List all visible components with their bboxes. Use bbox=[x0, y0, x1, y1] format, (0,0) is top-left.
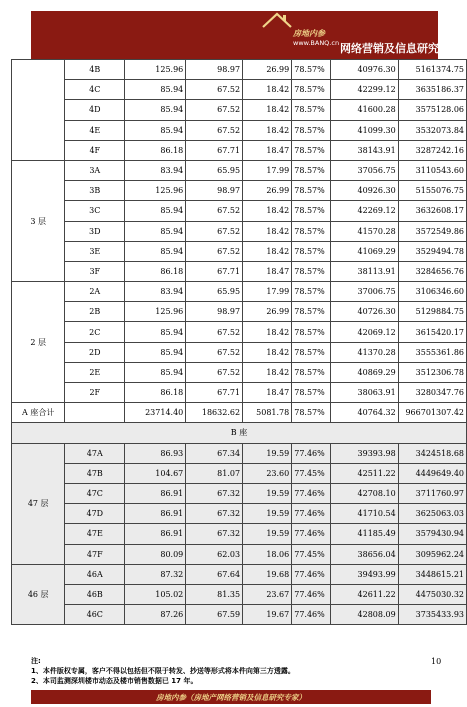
table-row bbox=[12, 463, 467, 483]
area-shared-cell: 18.42 bbox=[243, 362, 292, 382]
area-inner-cell: 65.95 bbox=[186, 282, 243, 302]
rate-cell: 78.57% bbox=[292, 403, 331, 423]
rate-cell: 77.46% bbox=[292, 605, 331, 625]
area-shared-cell: 5081.78 bbox=[243, 403, 292, 423]
area-total-cell: 86.93 bbox=[125, 443, 186, 463]
area-total-cell: 86.18 bbox=[125, 140, 186, 160]
floor-label: 47 层 bbox=[12, 443, 65, 564]
area-inner-cell: 98.97 bbox=[186, 181, 243, 201]
table-row bbox=[12, 383, 467, 403]
total-price-cell: 3711760.97 bbox=[398, 483, 466, 503]
rate-cell: 77.46% bbox=[292, 524, 331, 544]
unit-price-cell: 41600.28 bbox=[330, 100, 398, 120]
total-price-cell: 5129884.75 bbox=[398, 302, 466, 322]
unit-cell: 47E bbox=[65, 524, 125, 544]
table-row bbox=[12, 302, 467, 322]
area-inner-cell: 67.71 bbox=[186, 140, 243, 160]
unit-cell: 3B bbox=[65, 181, 125, 201]
table-row bbox=[12, 282, 467, 302]
total-price-cell: 3284656.76 bbox=[398, 261, 466, 281]
unit-price-cell: 42269.12 bbox=[330, 201, 398, 221]
area-total-cell: 125.96 bbox=[125, 302, 186, 322]
area-inner-cell: 67.52 bbox=[186, 120, 243, 140]
unit-price-cell: 41069.29 bbox=[330, 241, 398, 261]
area-shared-cell: 19.59 bbox=[243, 443, 292, 463]
table-row bbox=[12, 443, 467, 463]
unit-price-cell: 40764.32 bbox=[330, 403, 398, 423]
unit-cell: 3F bbox=[65, 261, 125, 281]
unit-cell: 4D bbox=[65, 100, 125, 120]
table-row bbox=[12, 261, 467, 281]
rate-cell: 78.57% bbox=[292, 100, 331, 120]
area-shared-cell: 26.99 bbox=[243, 181, 292, 201]
total-price-cell: 3735433.93 bbox=[398, 605, 466, 625]
area-inner-cell: 67.32 bbox=[186, 483, 243, 503]
area-shared-cell: 19.59 bbox=[243, 504, 292, 524]
unit-price-cell: 39393.98 bbox=[330, 443, 398, 463]
rate-cell: 78.57% bbox=[292, 80, 331, 100]
unit-price-cell: 40926.30 bbox=[330, 181, 398, 201]
table-row bbox=[12, 80, 467, 100]
area-inner-cell: 67.52 bbox=[186, 221, 243, 241]
area-total-cell: 125.96 bbox=[125, 181, 186, 201]
area-inner-cell: 67.59 bbox=[186, 605, 243, 625]
total-price-cell: 3448615.21 bbox=[398, 564, 466, 584]
area-total-cell: 85.94 bbox=[125, 120, 186, 140]
unit-cell: 3D bbox=[65, 221, 125, 241]
unit-cell: 47C bbox=[65, 483, 125, 503]
total-price-cell: 5155076.75 bbox=[398, 181, 466, 201]
rate-cell: 78.57% bbox=[292, 261, 331, 281]
area-shared-cell: 23.60 bbox=[243, 463, 292, 483]
area-shared-cell: 23.67 bbox=[243, 584, 292, 604]
table-row bbox=[12, 100, 467, 120]
total-price-cell: 3095962.24 bbox=[398, 544, 466, 564]
rate-cell: 77.46% bbox=[292, 443, 331, 463]
unit-cell: 2E bbox=[65, 362, 125, 382]
table-row bbox=[12, 120, 467, 140]
floor-label bbox=[12, 60, 65, 161]
total-price-cell: 5161374.75 bbox=[398, 60, 466, 80]
total-price-cell: 3615420.17 bbox=[398, 322, 466, 342]
area-inner-cell: 98.97 bbox=[186, 302, 243, 322]
total-price-cell: 3529494.78 bbox=[398, 241, 466, 261]
area-shared-cell: 18.06 bbox=[243, 544, 292, 564]
rate-cell: 77.46% bbox=[292, 564, 331, 584]
notes-line-2: 2、本司监测深圳楼市动态及楼市销售数据已 17 年。 bbox=[31, 677, 198, 685]
floor-label: 2 层 bbox=[12, 282, 65, 403]
unit-cell: 4E bbox=[65, 120, 125, 140]
total-price-cell: 3532073.84 bbox=[398, 120, 466, 140]
area-shared-cell: 26.99 bbox=[243, 302, 292, 322]
unit-price-cell: 38063.91 bbox=[330, 383, 398, 403]
unit-cell: 46A bbox=[65, 564, 125, 584]
total-label: A 座合计 bbox=[12, 403, 65, 423]
table-row bbox=[12, 201, 467, 221]
floor-label: 3 层 bbox=[12, 160, 65, 281]
rate-cell: 77.46% bbox=[292, 504, 331, 524]
total-price-cell: 3635186.37 bbox=[398, 80, 466, 100]
total-price-cell: 3625063.03 bbox=[398, 504, 466, 524]
table-row bbox=[12, 241, 467, 261]
unit-price-cell: 42299.12 bbox=[330, 80, 398, 100]
rate-cell: 78.57% bbox=[292, 60, 331, 80]
table-row bbox=[12, 564, 467, 584]
area-shared-cell: 18.42 bbox=[243, 120, 292, 140]
unit-price-cell: 40726.30 bbox=[330, 302, 398, 322]
unit-cell: 3A bbox=[65, 160, 125, 180]
area-inner-cell: 67.32 bbox=[186, 524, 243, 544]
unit-price-cell: 42511.22 bbox=[330, 463, 398, 483]
area-shared-cell: 17.99 bbox=[243, 282, 292, 302]
rate-cell: 78.57% bbox=[292, 282, 331, 302]
unit-cell: 4B bbox=[65, 60, 125, 80]
unit-cell: 47A bbox=[65, 443, 125, 463]
total-price-cell: 3106346.60 bbox=[398, 282, 466, 302]
area-inner-cell: 98.97 bbox=[186, 60, 243, 80]
price-table bbox=[11, 59, 467, 625]
unit-cell: 47F bbox=[65, 544, 125, 564]
table-row bbox=[12, 362, 467, 382]
area-shared-cell: 17.99 bbox=[243, 160, 292, 180]
total-price-cell: 3512306.78 bbox=[398, 362, 466, 382]
table-row bbox=[12, 342, 467, 362]
unit-price-cell: 42808.09 bbox=[330, 605, 398, 625]
table-row bbox=[12, 160, 467, 180]
rate-cell: 78.57% bbox=[292, 383, 331, 403]
area-total-cell: 85.94 bbox=[125, 241, 186, 261]
total-price-cell: 3424518.68 bbox=[398, 443, 466, 463]
unit-cell: 3E bbox=[65, 241, 125, 261]
area-total-cell: 83.94 bbox=[125, 282, 186, 302]
empty-cell bbox=[65, 403, 125, 423]
unit-price-cell: 37056.75 bbox=[330, 160, 398, 180]
footer-text: 房地内参（房地产网络营销及信息研究专家） bbox=[156, 693, 306, 702]
rate-cell: 78.57% bbox=[292, 302, 331, 322]
area-total-cell: 87.32 bbox=[125, 564, 186, 584]
rate-cell: 77.45% bbox=[292, 463, 331, 483]
rate-cell: 77.46% bbox=[292, 584, 331, 604]
logo-url: www.BANQ.cn bbox=[293, 39, 340, 47]
rate-cell: 78.57% bbox=[292, 160, 331, 180]
total-price-cell: 4449649.40 bbox=[398, 463, 466, 483]
area-total-cell: 85.94 bbox=[125, 201, 186, 221]
area-inner-cell: 65.95 bbox=[186, 160, 243, 180]
house-logo-icon bbox=[261, 11, 293, 37]
unit-cell: 46B bbox=[65, 584, 125, 604]
table-row bbox=[12, 181, 467, 201]
area-inner-cell: 67.52 bbox=[186, 342, 243, 362]
page-number: 10 bbox=[431, 657, 442, 666]
rate-cell: 78.57% bbox=[292, 362, 331, 382]
unit-cell: 2B bbox=[65, 302, 125, 322]
unit-price-cell: 40976.30 bbox=[330, 60, 398, 80]
area-inner-cell: 67.52 bbox=[186, 241, 243, 261]
unit-price-cell: 41185.49 bbox=[330, 524, 398, 544]
area-inner-cell: 67.52 bbox=[186, 100, 243, 120]
area-shared-cell: 19.68 bbox=[243, 564, 292, 584]
unit-price-cell: 39493.99 bbox=[330, 564, 398, 584]
table-row bbox=[12, 504, 467, 524]
area-total-cell: 23714.40 bbox=[125, 403, 186, 423]
unit-price-cell: 42708.10 bbox=[330, 483, 398, 503]
area-shared-cell: 18.42 bbox=[243, 322, 292, 342]
total-price-cell: 966701307.42 bbox=[398, 403, 466, 423]
table-row bbox=[12, 483, 467, 503]
unit-price-cell: 41570.28 bbox=[330, 221, 398, 241]
area-total-cell: 87.26 bbox=[125, 605, 186, 625]
area-total-cell: 85.94 bbox=[125, 322, 186, 342]
unit-cell: 4C bbox=[65, 80, 125, 100]
table-row bbox=[12, 322, 467, 342]
area-shared-cell: 26.99 bbox=[243, 60, 292, 80]
area-total-cell: 85.94 bbox=[125, 221, 186, 241]
unit-cell: 47B bbox=[65, 463, 125, 483]
unit-cell: 4F bbox=[65, 140, 125, 160]
unit-price-cell: 41370.28 bbox=[330, 342, 398, 362]
area-total-cell: 85.94 bbox=[125, 362, 186, 382]
area-shared-cell: 19.59 bbox=[243, 524, 292, 544]
rate-cell: 78.57% bbox=[292, 322, 331, 342]
org-title: 网络营销及信息研究专家 bbox=[340, 42, 461, 55]
header-banner bbox=[31, 11, 461, 59]
rate-cell: 78.57% bbox=[292, 221, 331, 241]
rate-cell: 78.57% bbox=[292, 201, 331, 221]
area-inner-cell: 67.52 bbox=[186, 362, 243, 382]
area-total-cell: 80.09 bbox=[125, 544, 186, 564]
unit-price-cell: 42069.12 bbox=[330, 322, 398, 342]
total-price-cell: 3110543.60 bbox=[398, 160, 466, 180]
rate-cell: 78.57% bbox=[292, 241, 331, 261]
table-row bbox=[12, 140, 467, 160]
area-total-cell: 85.94 bbox=[125, 100, 186, 120]
footer-bar bbox=[31, 690, 431, 704]
rate-cell: 78.57% bbox=[292, 140, 331, 160]
total-row bbox=[12, 403, 467, 423]
area-inner-cell: 67.34 bbox=[186, 443, 243, 463]
table-row bbox=[12, 605, 467, 625]
area-total-cell: 86.91 bbox=[125, 504, 186, 524]
total-price-cell: 3555361.86 bbox=[398, 342, 466, 362]
unit-cell: 2A bbox=[65, 282, 125, 302]
area-total-cell: 86.91 bbox=[125, 524, 186, 544]
area-shared-cell: 18.47 bbox=[243, 383, 292, 403]
area-total-cell: 83.94 bbox=[125, 160, 186, 180]
area-total-cell: 125.96 bbox=[125, 60, 186, 80]
notes-heading: 注: bbox=[31, 657, 41, 665]
unit-price-cell: 38656.04 bbox=[330, 544, 398, 564]
total-price-cell: 3287242.16 bbox=[398, 140, 466, 160]
section-label: B 座 bbox=[12, 423, 467, 443]
area-inner-cell: 67.71 bbox=[186, 261, 243, 281]
area-shared-cell: 18.42 bbox=[243, 80, 292, 100]
total-price-cell: 3575128.06 bbox=[398, 100, 466, 120]
area-inner-cell: 81.35 bbox=[186, 584, 243, 604]
area-inner-cell: 67.52 bbox=[186, 201, 243, 221]
area-inner-cell: 18632.62 bbox=[186, 403, 243, 423]
area-total-cell: 86.18 bbox=[125, 261, 186, 281]
area-shared-cell: 18.42 bbox=[243, 100, 292, 120]
area-inner-cell: 67.52 bbox=[186, 322, 243, 342]
area-total-cell: 86.18 bbox=[125, 383, 186, 403]
logo-text: 房地内参 bbox=[293, 28, 325, 38]
area-shared-cell: 18.42 bbox=[243, 342, 292, 362]
total-price-cell: 3572549.86 bbox=[398, 221, 466, 241]
notes bbox=[31, 656, 431, 686]
unit-price-cell: 38113.91 bbox=[330, 261, 398, 281]
rate-cell: 78.57% bbox=[292, 342, 331, 362]
area-shared-cell: 18.47 bbox=[243, 261, 292, 281]
area-total-cell: 85.94 bbox=[125, 80, 186, 100]
area-inner-cell: 81.07 bbox=[186, 463, 243, 483]
notes-line-1: 1、本件版权专属，客户不得以包括但不限于转发、抄送等形式将本件向第三方透露。 bbox=[31, 667, 295, 675]
total-price-cell: 3632608.17 bbox=[398, 201, 466, 221]
area-shared-cell: 18.47 bbox=[243, 140, 292, 160]
area-inner-cell: 67.32 bbox=[186, 504, 243, 524]
area-inner-cell: 67.71 bbox=[186, 383, 243, 403]
table-row bbox=[12, 584, 467, 604]
total-price-cell: 3280347.76 bbox=[398, 383, 466, 403]
unit-cell: 2D bbox=[65, 342, 125, 362]
unit-cell: 2C bbox=[65, 322, 125, 342]
area-inner-cell: 67.52 bbox=[186, 80, 243, 100]
area-total-cell: 105.02 bbox=[125, 584, 186, 604]
unit-price-cell: 40869.29 bbox=[330, 362, 398, 382]
rate-cell: 77.45% bbox=[292, 544, 331, 564]
rate-cell: 78.57% bbox=[292, 181, 331, 201]
area-shared-cell: 18.42 bbox=[243, 201, 292, 221]
unit-cell: 2F bbox=[65, 383, 125, 403]
table-row bbox=[12, 221, 467, 241]
floor-label: 46 层 bbox=[12, 564, 65, 625]
unit-price-cell: 38143.91 bbox=[330, 140, 398, 160]
table-row bbox=[12, 544, 467, 564]
area-shared-cell: 18.42 bbox=[243, 221, 292, 241]
unit-price-cell: 41710.54 bbox=[330, 504, 398, 524]
unit-cell: 3C bbox=[65, 201, 125, 221]
table-row bbox=[12, 60, 467, 80]
unit-price-cell: 37006.75 bbox=[330, 282, 398, 302]
rate-cell: 78.57% bbox=[292, 120, 331, 140]
total-price-cell: 4475030.32 bbox=[398, 584, 466, 604]
unit-cell: 46C bbox=[65, 605, 125, 625]
area-shared-cell: 19.59 bbox=[243, 483, 292, 503]
rate-cell: 77.46% bbox=[292, 483, 331, 503]
area-inner-cell: 67.64 bbox=[186, 564, 243, 584]
area-inner-cell: 62.03 bbox=[186, 544, 243, 564]
table-row bbox=[12, 524, 467, 544]
section-row bbox=[12, 423, 467, 443]
unit-cell: 47D bbox=[65, 504, 125, 524]
area-total-cell: 85.94 bbox=[125, 342, 186, 362]
total-price-cell: 3579430.94 bbox=[398, 524, 466, 544]
area-shared-cell: 19.67 bbox=[243, 605, 292, 625]
area-total-cell: 104.67 bbox=[125, 463, 186, 483]
area-total-cell: 86.91 bbox=[125, 483, 186, 503]
unit-price-cell: 42611.22 bbox=[330, 584, 398, 604]
area-shared-cell: 18.42 bbox=[243, 241, 292, 261]
unit-price-cell: 41099.30 bbox=[330, 120, 398, 140]
